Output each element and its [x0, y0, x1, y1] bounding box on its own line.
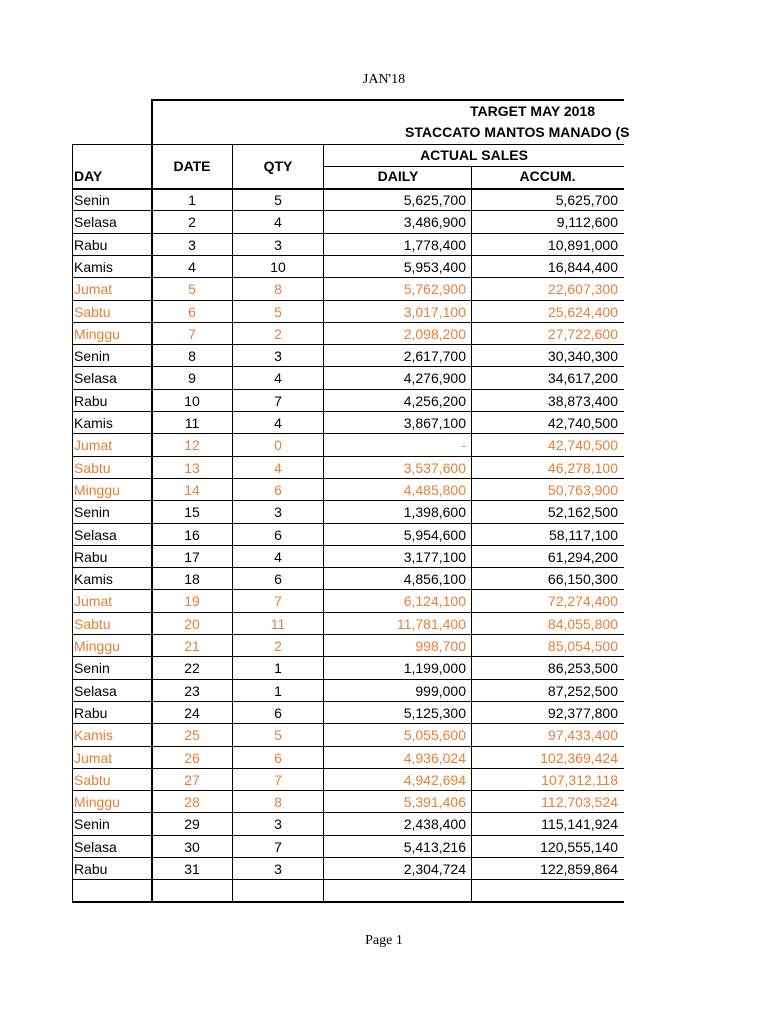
daily-cell: 998,700	[415, 638, 466, 654]
accum-cell: 27,722,600	[547, 325, 618, 342]
daily-cell: 4,942,694	[403, 771, 466, 788]
row-divider	[72, 768, 624, 769]
day-cell: Selasa	[74, 526, 117, 543]
accum-cell: 46,278,100	[547, 459, 618, 476]
accum-cell: 72,274,400	[547, 593, 618, 610]
date-cell: 31	[184, 861, 200, 877]
row-divider	[72, 545, 624, 546]
daily-cell: 1,199,000	[403, 660, 466, 677]
accum-cell: 9,112,600	[556, 214, 618, 231]
day-cell: Jumat	[74, 593, 113, 610]
accum-cell: 61,294,200	[547, 548, 618, 565]
date-cell: 1	[188, 192, 196, 208]
daily-cell: 11,781,400	[396, 615, 466, 632]
qty-cell: 3	[274, 861, 282, 877]
daily-cell: 5,055,600	[403, 727, 466, 744]
date-cell: 24	[184, 704, 200, 721]
top-border	[151, 99, 624, 101]
qty-cell: 4	[274, 459, 282, 476]
date-cell: 7	[188, 325, 196, 342]
daily-cell: 3,017,100	[403, 303, 466, 320]
accum-cell: 58,117,100	[548, 526, 618, 543]
accum-cell: 38,873,400	[547, 392, 618, 409]
row-divider	[72, 746, 624, 747]
qty-cell: 4	[274, 370, 282, 387]
accum-cell: 107,312,118	[541, 771, 618, 788]
day-cell: Senin	[74, 504, 110, 521]
row-divider	[72, 433, 624, 434]
daily-cell: 3,177,100	[403, 548, 466, 565]
row-divider	[72, 478, 624, 479]
daily-cell: 4,276,900	[403, 370, 466, 387]
qty-cell: 2	[274, 638, 282, 654]
daily-cell: 5,391,406	[403, 794, 466, 811]
date-cell: 25	[184, 727, 200, 744]
daily-cell: 1,778,400	[403, 236, 466, 253]
col-header-day: DAY	[74, 168, 103, 184]
accum-cell: 97,433,400	[547, 727, 618, 744]
title-line-2: STACCATO MANTOS MANADO (S	[405, 124, 630, 140]
day-cell: Kamis	[74, 258, 113, 275]
qty-cell: 2	[274, 325, 282, 342]
col-header-qty: QTY	[263, 158, 293, 174]
qty-cell: 11	[270, 615, 286, 632]
accum-cell: 50,763,900	[547, 481, 618, 498]
accum-cell: 122,859,864	[540, 861, 618, 877]
day-cell: Selasa	[74, 370, 117, 387]
date-cell: 30	[184, 838, 200, 855]
qty-cell: 7	[274, 593, 282, 610]
row-divider	[72, 344, 624, 345]
accum-cell: 112,703,524	[541, 794, 618, 811]
day-cell: Rabu	[74, 236, 108, 253]
row-divider	[72, 835, 624, 836]
date-cell: 21	[184, 638, 200, 654]
day-cell: Jumat	[74, 749, 113, 766]
row-divider	[72, 723, 624, 724]
daily-cell: 5,953,400	[403, 258, 466, 275]
qty-cell: 3	[274, 816, 282, 833]
day-cell: Rabu	[74, 548, 108, 565]
row-divider	[72, 389, 624, 390]
day-cell: Minggu	[74, 794, 120, 811]
row-divider	[72, 456, 624, 457]
page-footer: Page 1	[365, 933, 403, 948]
accum-cell: 120,555,140	[540, 838, 618, 855]
day-cell: Sabtu	[74, 303, 111, 320]
day-cell: Selasa	[74, 838, 117, 855]
daily-cell: 5,625,700	[403, 192, 466, 208]
day-cell: Sabtu	[74, 615, 111, 632]
day-cell: Senin	[74, 192, 110, 208]
row-divider	[72, 567, 624, 568]
date-cell: 19	[184, 593, 200, 610]
col-header-actual-sales: ACTUAL SALES	[420, 147, 528, 163]
day-cell: Rabu	[74, 392, 108, 409]
row-divider	[72, 679, 624, 680]
qty-cell: 1	[274, 682, 282, 699]
title-line-1: TARGET MAY 2018	[470, 103, 596, 119]
daily-cell: 2,304,724	[403, 861, 466, 877]
date-cell: 8	[188, 348, 196, 365]
date-cell: 13	[184, 459, 200, 476]
accum-cell: 5,625,700	[555, 192, 618, 208]
day-cell: Minggu	[74, 638, 120, 654]
qty-cell: 6	[274, 526, 282, 543]
date-cell: 6	[188, 303, 196, 320]
accum-cell: 84,055,800	[547, 615, 618, 632]
daily-cell: 2,098,200	[403, 325, 466, 342]
daily-cell: 3,486,900	[403, 214, 466, 231]
title-bottom-border	[72, 144, 624, 145]
row-divider	[72, 277, 624, 278]
daily-cell: 1,398,600	[403, 504, 466, 521]
date-cell: 14	[184, 481, 200, 498]
day-cell: Selasa	[74, 214, 117, 231]
row-divider	[72, 790, 624, 791]
day-cell: Senin	[74, 660, 110, 677]
date-cell: 26	[184, 749, 200, 766]
day-cell: Rabu	[74, 704, 108, 721]
qty-cell: 4	[274, 548, 282, 565]
day-cell: Kamis	[74, 727, 113, 744]
qty-cell: 3	[274, 504, 282, 521]
actual-sales-divider	[324, 166, 624, 167]
row-divider	[72, 210, 624, 211]
day-cell: Kamis	[74, 571, 113, 588]
qty-cell: 8	[274, 794, 282, 811]
date-cell: 10	[184, 392, 200, 409]
row-divider	[72, 634, 624, 635]
accum-cell: 85,054,500	[547, 638, 618, 654]
daily-cell: 3,537,600	[403, 459, 466, 476]
daily-cell: 6,124,100	[403, 593, 466, 610]
date-cell: 12	[184, 437, 200, 454]
daily-cell: 4,256,200	[403, 392, 466, 409]
qty-cell: 3	[274, 348, 282, 365]
row-divider	[72, 500, 624, 501]
date-cell: 4	[188, 258, 196, 275]
date-cell: 2	[188, 214, 196, 231]
day-cell: Sabtu	[74, 459, 111, 476]
accum-cell: 66,150,300	[547, 571, 618, 588]
daily-cell: 2,438,400	[403, 816, 466, 833]
row-divider	[72, 857, 624, 858]
accum-cell: 42,740,500	[547, 415, 618, 431]
daily-cell: 5,413,216	[403, 838, 466, 855]
row-divider	[72, 255, 624, 256]
day-cell: Jumat	[74, 281, 113, 298]
page-header: JAN'18	[362, 72, 406, 87]
day-cell: Minggu	[74, 481, 120, 498]
qty-cell: 7	[274, 771, 282, 788]
row-divider	[72, 411, 624, 412]
daily-cell: 999,000	[415, 682, 466, 699]
date-cell: 22	[184, 660, 200, 677]
row-divider	[72, 523, 624, 524]
left-border-title	[151, 99, 153, 144]
col-header-date: DATE	[173, 158, 211, 174]
accum-cell: 115,141,924	[541, 816, 618, 833]
daily-cell: 3,867,100	[403, 415, 466, 431]
accum-cell: 22,607,300	[547, 281, 618, 298]
qty-cell: 5	[274, 727, 282, 744]
day-cell: Selasa	[74, 682, 117, 699]
date-cell: 29	[184, 816, 200, 833]
date-cell: 17	[184, 548, 200, 565]
qty-cell: 10	[270, 258, 286, 275]
day-cell: Senin	[74, 816, 110, 833]
row-divider	[72, 300, 624, 301]
qty-cell: 8	[274, 281, 282, 298]
col-header-daily: DAILY	[377, 168, 419, 184]
col-header-accum: ACCUM.	[519, 168, 576, 184]
qty-cell: 6	[274, 704, 282, 721]
accum-cell: 102,369,424	[540, 749, 618, 766]
daily-cell: 5,762,900	[403, 281, 466, 298]
date-cell: 27	[184, 771, 200, 788]
date-cell: 3	[188, 236, 196, 253]
day-cell: Minggu	[74, 325, 120, 342]
day-cell: Senin	[74, 348, 110, 365]
qty-cell: 6	[274, 571, 282, 588]
date-cell: 18	[184, 571, 200, 588]
accum-cell: 87,252,500	[547, 682, 618, 699]
daily-cell: 4,485,800	[403, 481, 466, 498]
row-divider	[72, 612, 624, 613]
date-cell: 9	[188, 370, 196, 387]
qty-cell: 6	[274, 481, 282, 498]
accum-cell: 10,891,000	[547, 236, 618, 253]
accum-cell: 92,377,800	[547, 704, 618, 721]
date-cell: 23	[184, 682, 200, 699]
day-cell: Kamis	[74, 415, 113, 431]
qty-cell: 7	[274, 392, 282, 409]
row-divider	[72, 233, 624, 234]
date-cell: 15	[184, 504, 200, 521]
daily-cell: -	[461, 437, 466, 454]
daily-cell: 4,856,100	[403, 571, 466, 588]
row-divider	[72, 701, 624, 702]
qty-cell: 5	[274, 303, 282, 320]
row-divider	[72, 589, 624, 590]
accum-cell: 16,844,400	[547, 258, 618, 275]
daily-cell: 5,954,600	[403, 526, 466, 543]
daily-cell: 5,125,300	[403, 704, 466, 721]
qty-cell: 5	[274, 192, 282, 208]
qty-cell: 0	[274, 437, 282, 454]
qty-cell: 4	[274, 415, 282, 431]
date-cell: 20	[184, 615, 200, 632]
date-cell: 11	[184, 415, 200, 431]
accum-cell: 52,162,500	[547, 504, 618, 521]
row-divider	[72, 322, 624, 323]
qty-cell: 6	[274, 749, 282, 766]
daily-cell: 4,936,024	[403, 749, 466, 766]
qty-cell: 1	[274, 660, 282, 677]
date-cell: 16	[184, 526, 200, 543]
row-divider	[72, 656, 624, 657]
bottom-border	[72, 901, 624, 903]
daily-cell: 2,617,700	[403, 348, 466, 365]
row-divider	[72, 366, 624, 367]
row-divider	[72, 812, 624, 813]
day-cell: Jumat	[74, 437, 113, 454]
qty-cell: 4	[274, 214, 282, 231]
accum-cell: 86,253,500	[547, 660, 618, 677]
date-cell: 5	[188, 281, 196, 298]
accum-cell: 25,624,400	[547, 303, 618, 320]
accum-cell: 42,740,500	[547, 437, 618, 454]
day-cell: Sabtu	[74, 771, 111, 788]
accum-cell: 34,617,200	[547, 370, 618, 387]
accum-cell: 30,340,300	[547, 348, 618, 365]
qty-cell: 3	[274, 236, 282, 253]
date-cell: 28	[184, 794, 200, 811]
qty-cell: 7	[274, 838, 282, 855]
day-cell: Rabu	[74, 861, 108, 877]
